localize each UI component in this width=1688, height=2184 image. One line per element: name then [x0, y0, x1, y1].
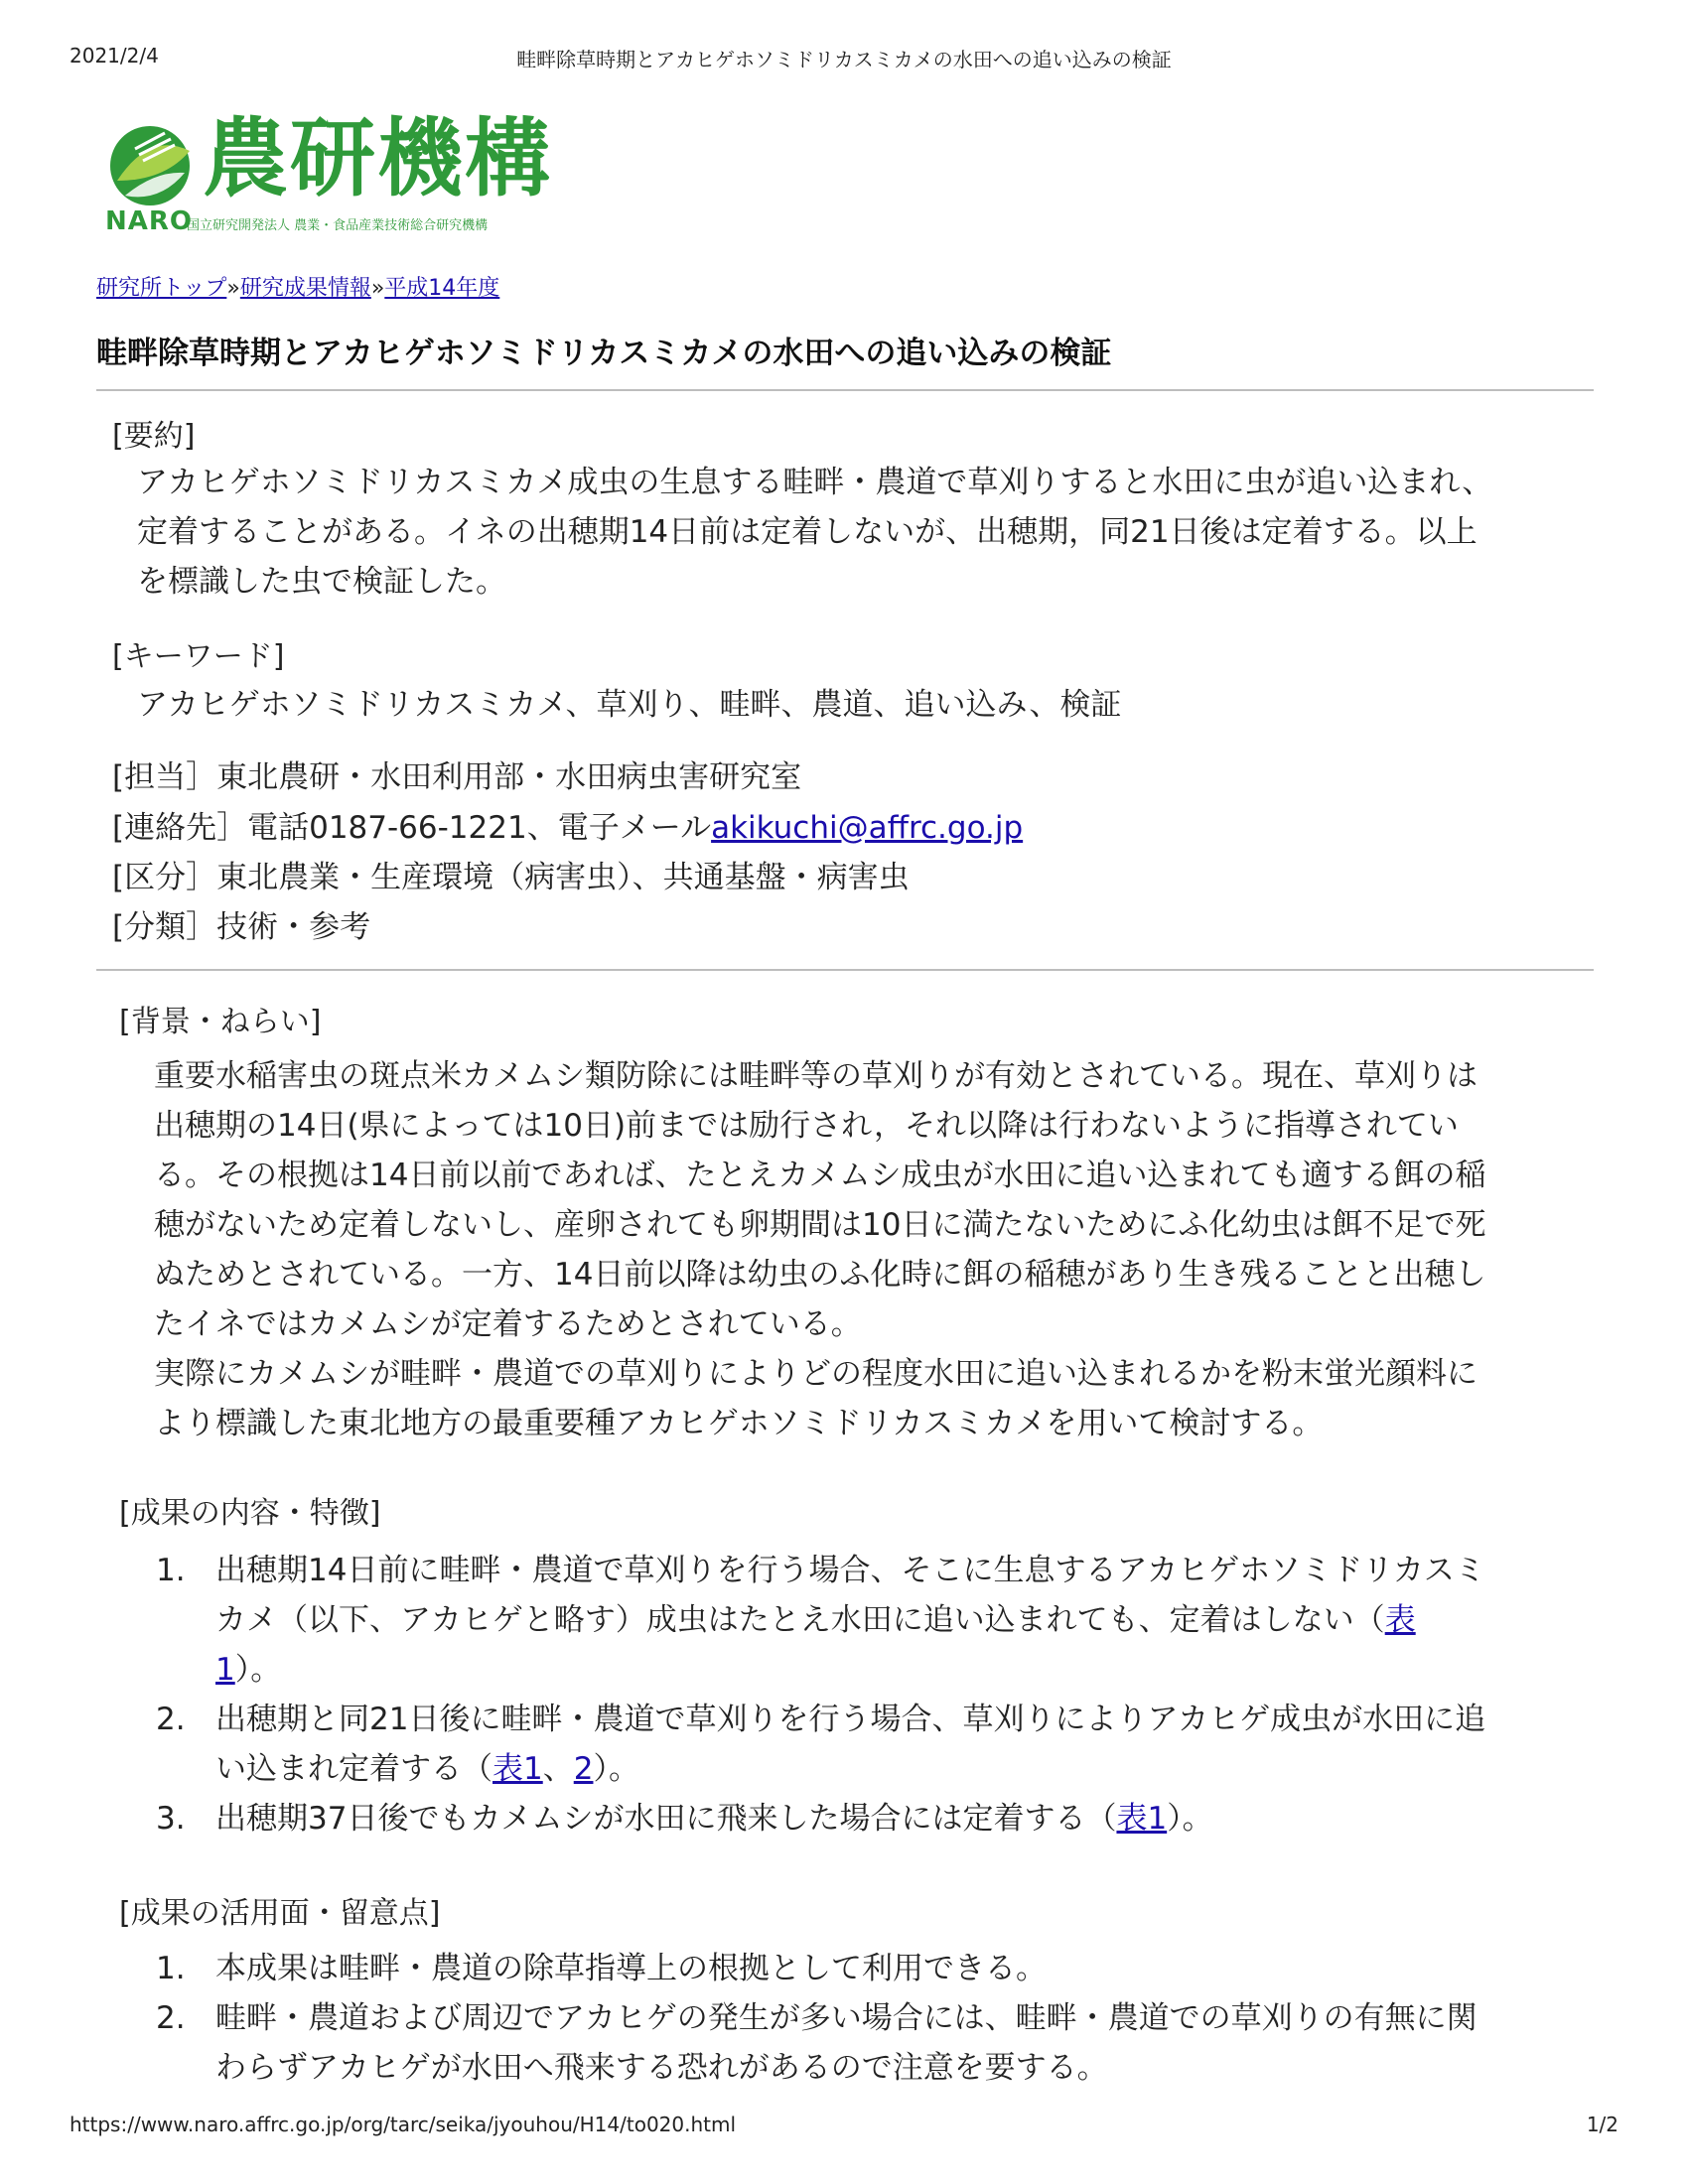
list-item [156, 1695, 1586, 1794]
background-line: ぬためとされている。一方、14日前以降は幼虫のふ化時に餌の稲穂があり生き残ることと出穂し [154, 1257, 1486, 1293]
background-label: [背景・ねらい] [119, 1005, 322, 1039]
background-line: 重要水稲害虫の斑点米カメムシ類防除には畦畔等の草刈りが有効とされている。現在、草刈りは [154, 1058, 1477, 1094]
background-text [154, 1051, 1485, 1448]
list-text: ）。 [234, 1652, 282, 1688]
table1-link[interactable]: 表 [1384, 1602, 1416, 1638]
print-date: 2021/2/4 [70, 44, 159, 68]
background-line: る。その根拠は14日前以前であれば、たとえカメムシ成虫が水田に追い込まれても適する餌の稲 [154, 1158, 1486, 1193]
list-text: 出穂期37日後でもカメムシが水田に飛来した場合には定着する（ [215, 1801, 1117, 1837]
naro-logo[interactable] [105, 111, 552, 234]
contact-prefix: [連絡先］電話0187-66-1221、電子メール [112, 810, 712, 846]
breadcrumb-link-year[interactable]: 平成14年度 [384, 276, 500, 301]
list-number: 3. [156, 1801, 186, 1837]
contact-email-link[interactable]: akikuchi@affrc.go.jp [711, 810, 1024, 846]
list-number: 1. [156, 1951, 186, 1986]
summary-line: を標識した虫で検証した。 [137, 564, 506, 600]
summary-label: [要約] [112, 419, 196, 454]
org-name: 農研機構 [203, 109, 552, 208]
list-text: カメ（以下、アカヒゲと略す）成虫はたとえ水田に追い込まれても、定着はしない（ [215, 1602, 1385, 1638]
list-line [215, 1645, 1586, 1695]
list-line [215, 1794, 1586, 1843]
category-field: [分類］技術・参考 [112, 909, 371, 945]
print-doc-title: 畦畔除草時期とアカヒゲホソミドリカスミカメの水田への追い込みの検証 [516, 48, 1172, 71]
list-item [156, 1794, 1586, 1843]
background-line: たイネではカメムシが定着するためとされている。 [154, 1306, 862, 1342]
keywords-label: [キーワード] [112, 639, 285, 674]
background-line: 出穂期の14日(県によっては10日)前までは励行され，それ以降は行わないように指導されてい [154, 1108, 1459, 1144]
usage-list [156, 1944, 1586, 2093]
list-text: 、 [542, 1751, 574, 1787]
breadcrumb-link-top[interactable]: 研究所トップ [96, 276, 227, 301]
list-line: 出穂期14日前に畦畔・農道で草刈りを行う場合、そこに生息するアカヒゲホソミドリカスミ [215, 1553, 1485, 1588]
breadcrumb-separator: » [226, 276, 240, 301]
background-line: 穂がないため定着しないし、産卵されても卵期間は10日に満たないためにふ化幼虫は餌不足で死 [154, 1207, 1486, 1243]
org-full-name: 国立研究開発法人 農業・食品産業技術総合研究機構 [187, 218, 489, 233]
background-line: 実際にカメムシが畦畔・農道での草刈りによりどの程度水田に追い込まれるかを粉末蛍光顔料に [154, 1356, 1477, 1392]
summary-line: 定着することがある。イネの出穂期14日前は定着しないが、出穂期，同21日後は定着する。以上 [137, 514, 1477, 550]
list-number: 2. [156, 1702, 186, 1737]
list-item [156, 1546, 1586, 1695]
list-line: 本成果は畦畔・農道の除草指導上の根拠として利用できる。 [215, 1951, 1047, 1986]
division-field: [区分］東北農業・生産環境（病害虫）、共通基盤・病害虫 [112, 860, 910, 895]
breadcrumb-link-results[interactable]: 研究成果情報 [239, 276, 371, 301]
table1-link[interactable]: 表1 [1116, 1801, 1168, 1837]
list-item [156, 1993, 1586, 2093]
breadcrumb-separator: » [370, 276, 385, 301]
list-number: 1. [156, 1553, 186, 1588]
list-text: い込まれ定着する（ [215, 1751, 492, 1787]
list-line [215, 1595, 1586, 1645]
table1-link[interactable]: 表1 [492, 1751, 543, 1787]
org-abbr: NARO [105, 206, 194, 236]
usage-label: [成果の活用面・留意点] [119, 1896, 441, 1931]
list-number: 2. [156, 2000, 186, 2036]
contact-field [112, 802, 1023, 847]
keywords-text: アカヒゲホソミドリカスミカメ、草刈り、畦畔、農道、追い込み、検証 [137, 687, 1122, 723]
charge-field: [担当］東北農研・水田利用部・水田病虫害研究室 [112, 759, 802, 795]
table2-link[interactable]: 2 [573, 1751, 594, 1787]
results-label: [成果の内容・特徴] [119, 1496, 381, 1531]
table1-link[interactable]: 1 [215, 1652, 235, 1688]
page-number: 1/2 [1586, 2113, 1618, 2136]
list-line: 出穂期と同21日後に畦畔・農道で草刈りを行う場合、草刈りによりアカヒゲ成虫が水田に追 [215, 1702, 1486, 1737]
list-text: ）。 [1167, 1801, 1213, 1837]
divider [96, 389, 1594, 391]
list-item [156, 1944, 1586, 1993]
print-url: https://www.naro.affrc.go.jp/org/tarc/seika/jyouhou/H14/to020.html [70, 2113, 737, 2136]
list-line: わらずアカヒゲが水田へ飛来する恐れがあるので注意を要する。 [215, 2050, 1108, 2086]
list-text: ）。 [593, 1751, 639, 1787]
background-line: より標識した東北地方の最重要種アカヒゲホソミドリカスミカメを用いて検討する。 [154, 1406, 1324, 1441]
summary-text [137, 458, 1492, 607]
list-line [215, 1744, 1586, 1794]
results-list [156, 1546, 1586, 1843]
page-title: 畦畔除草時期とアカヒゲホソミドリカスミカメの水田への追い込みの検証 [96, 336, 1112, 371]
breadcrumb [96, 271, 499, 302]
summary-line: アカヒゲホソミドリカスミカメ成虫の生息する畦畔・農道で草刈りすると水田に虫が追い込まれ、 [137, 465, 1493, 500]
divider [96, 969, 1594, 971]
list-line: 畦畔・農道および周辺でアカヒゲの発生が多い場合には、畦畔・農道での草刈りの有無に関 [215, 2000, 1477, 2036]
